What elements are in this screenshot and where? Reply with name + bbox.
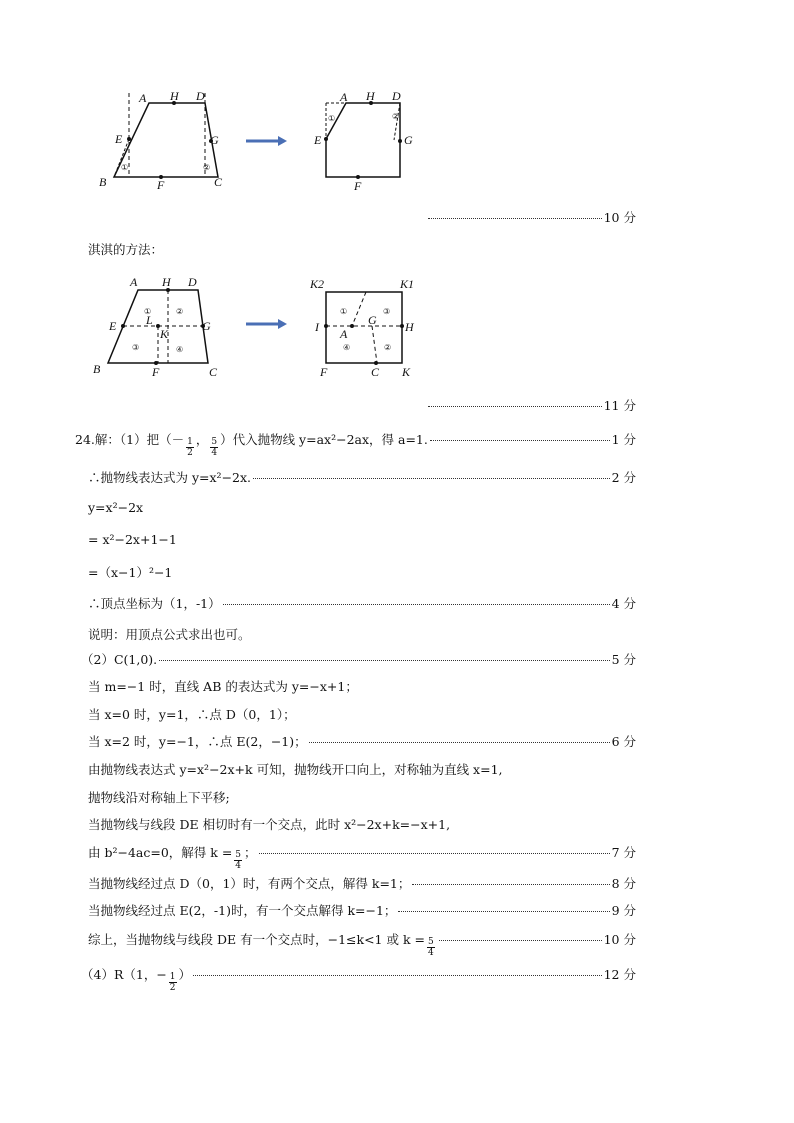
q24-line-12: 由抛物线表达式 y=x²−2x+k 可知，抛物线开口向上，对称轴为直线 x=1, xyxy=(88,762,503,777)
label-F: F xyxy=(320,365,328,379)
label-K: K xyxy=(402,365,411,379)
region-mark-2: ② xyxy=(203,163,211,172)
figure2-right-square xyxy=(310,274,422,382)
qiqi-method-label: 淇淇的方法： xyxy=(88,242,164,257)
figure2-arrow xyxy=(244,317,288,331)
region-mark-3: ③ xyxy=(132,343,140,352)
q24-line-9: 当 m=−1 时，直线 AB 的表达式为 y=−x+1； xyxy=(88,679,358,694)
q24-line-5: =（x−1）²−1 xyxy=(88,565,173,580)
figure1-right-rectangle xyxy=(308,88,420,193)
region-mark-1: ① xyxy=(121,163,129,172)
label-G: G xyxy=(404,133,413,147)
fraction-half: $\frac{1}{2}$ xyxy=(169,972,176,993)
q24-line-13: 抛物线沿对称轴上下平移; xyxy=(88,790,230,805)
label-A: A xyxy=(139,91,147,105)
q24-line-3: y=x²−2x xyxy=(88,500,144,515)
label-G: G xyxy=(210,133,219,147)
label-G: G xyxy=(368,313,377,327)
q24-line-14: 当抛物线与线段 DE 相切时有一个交点，此时 x²−2x+k=−x+1, xyxy=(88,817,451,832)
q24-line-18: 综上，当抛物线与线段 DE 有一个交点时，−1≤k<1 或 k = $\frac{5}{4}$ 10 分 xyxy=(88,932,636,958)
label-I: I xyxy=(315,320,319,334)
q24-line-4: = x²−2x+1−1 xyxy=(88,532,177,547)
region-mark-3: ③ xyxy=(383,307,391,316)
fraction-five-quarters: $\frac{5}{4}$ xyxy=(211,437,218,458)
q24-line-8: （2）C(1,0). 5 分 xyxy=(81,652,636,667)
label-D: D xyxy=(188,275,197,289)
label-D: D xyxy=(392,89,401,103)
label-K1: K1 xyxy=(400,277,415,291)
q24-line-1: 24.解：（1）把（－ $\frac{1}{2}$ ， $\frac{5}{4}$ ）代入抛物线 y=ax²−2ax，得 a=1. 1 分 xyxy=(75,432,636,458)
label-E: E xyxy=(314,133,322,147)
label-B: B xyxy=(93,362,101,376)
square-outline xyxy=(326,292,402,363)
fraction-five-quarters: $\frac{5}{4}$ xyxy=(235,850,242,871)
label-A: A xyxy=(340,90,348,104)
q24-line-17: 当抛物线经过点 E(2，-1)时，有一个交点解得 k=−1； 9 分 xyxy=(88,903,636,918)
region-mark-4: ④ xyxy=(176,345,184,354)
label-F: F xyxy=(152,365,160,379)
region-mark-2: ② xyxy=(392,112,400,121)
region-mark-1: ① xyxy=(328,114,336,123)
label-C: C xyxy=(209,365,218,379)
label-C: C xyxy=(371,365,380,379)
q24-line-10: 当 x=0 时，y=1，∴点 D（0，1）； xyxy=(88,707,296,722)
label-C: C xyxy=(214,175,223,189)
label-H: H xyxy=(405,320,414,334)
label-L: L xyxy=(146,313,153,327)
label-A: A xyxy=(130,275,138,289)
q24-line-11: 当 x=2 时，y=−1，∴点 E(2，−1)； 6 分 xyxy=(88,734,636,749)
label-G: G xyxy=(202,319,211,333)
label-D: D xyxy=(196,89,205,103)
region-mark-1: ① xyxy=(340,307,348,316)
score-line-10: 10 分 xyxy=(426,208,636,226)
region-mark-4: ④ xyxy=(343,343,351,352)
q24-line-19: （4）R（1，− $\frac{1}{2}$ ） 12 分 xyxy=(81,967,636,993)
region-mark-2: ② xyxy=(384,343,392,352)
fraction-five-quarters: $\frac{5}{4}$ xyxy=(427,937,434,958)
q24-line-7: 说明：用顶点公式求出也可。 xyxy=(88,627,251,642)
q24-line-15: 由 b²−4ac=0，解得 k = $\frac{5}{4}$ ； 7 分 xyxy=(88,845,636,871)
label-K: K xyxy=(160,327,169,341)
figure2-left-trapezoid xyxy=(90,274,226,382)
label-H: H xyxy=(162,275,171,289)
label-H: H xyxy=(366,89,375,103)
figure1-left-trapezoid xyxy=(95,88,230,190)
q24-line-6: ∴顶点坐标为（1，-1） 4 分 xyxy=(88,596,636,611)
q24-line-2: ∴抛物线表达式为 y=x²−2x. 2 分 xyxy=(88,470,636,485)
shape-outline xyxy=(326,103,400,177)
label-H: H xyxy=(170,89,179,103)
label-F: F xyxy=(354,179,362,193)
region-mark-2: ② xyxy=(176,307,184,316)
figure1-arrow xyxy=(244,134,288,148)
region-mark-1: ① xyxy=(144,307,152,316)
score-line-11: 11 分 xyxy=(426,396,636,414)
label-F: F xyxy=(157,178,165,190)
fraction-half: $\frac{1}{2}$ xyxy=(187,437,193,458)
label-E: E xyxy=(115,132,123,146)
q24-line-16: 当抛物线经过点 D（0，1）时，有两个交点，解得 k=1； 8 分 xyxy=(88,876,636,891)
label-E: E xyxy=(109,319,117,333)
label-K2: K2 xyxy=(310,277,325,291)
label-B: B xyxy=(99,175,107,189)
label-A: A xyxy=(340,327,348,341)
